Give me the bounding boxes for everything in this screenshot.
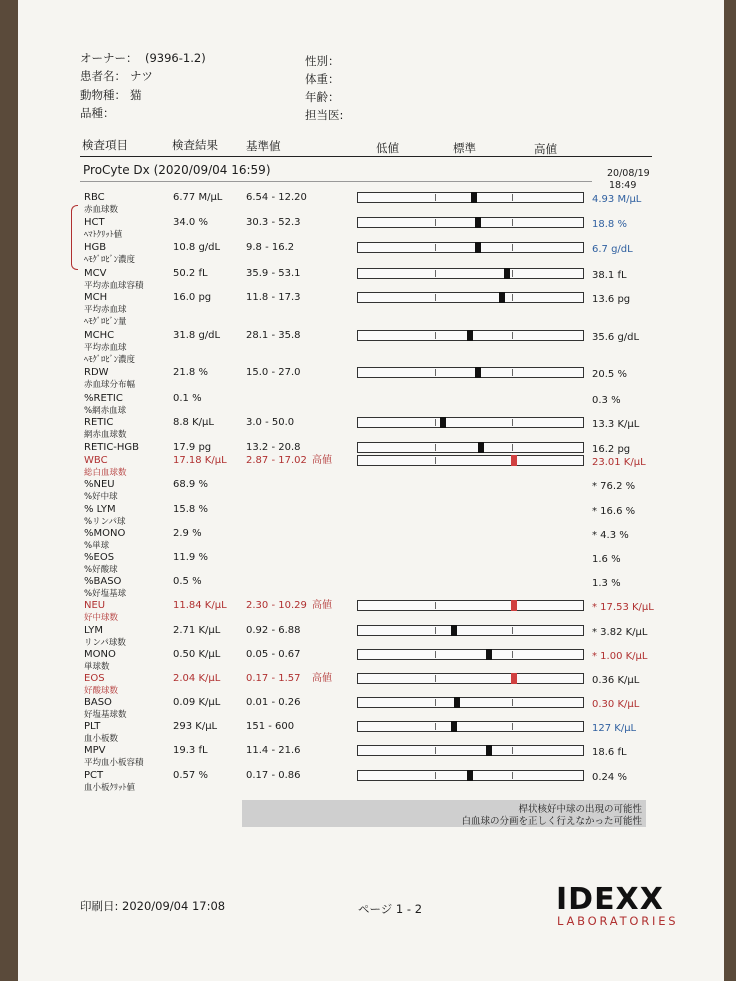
range-divider xyxy=(512,332,513,339)
range-bar xyxy=(357,600,584,611)
patient-label: 患者名： xyxy=(80,69,126,83)
value-marker xyxy=(451,625,457,636)
range-bar xyxy=(357,770,584,781)
idexx-logo-sub: LABORATORIES xyxy=(557,914,679,928)
row-prev: 18.6 fL xyxy=(592,747,627,758)
range-divider xyxy=(435,747,436,754)
row-sub: ﾍﾏﾄｸﾘｯﾄ値 xyxy=(84,230,123,240)
handwritten-bracket xyxy=(71,205,78,270)
row-result: 0.09 K/μL xyxy=(173,697,221,708)
range-bar xyxy=(357,697,584,708)
row-ref: 0.05 - 0.67 xyxy=(246,649,301,660)
owner-value: (9396-1.2) xyxy=(145,51,206,65)
row-ref: 0.17 - 1.57 xyxy=(246,673,301,684)
range-bar xyxy=(357,455,584,466)
row-result: 16.0 pg xyxy=(173,292,212,303)
row-name: RDW xyxy=(84,367,109,378)
species-value: 猫 xyxy=(130,88,142,102)
row-result: 11.9 % xyxy=(173,552,208,563)
row-sub: 平均赤血球 xyxy=(84,305,127,315)
row-name: RETIC xyxy=(84,417,114,428)
row-prev: 0.3 % xyxy=(592,395,621,406)
row-name: WBC xyxy=(84,455,108,466)
comment-line-1: 桿状核好中球の出現の可能性 xyxy=(518,804,642,815)
range-divider xyxy=(435,675,436,682)
row-result: 2.71 K/μL xyxy=(173,625,221,636)
age-label: 年齢： xyxy=(305,90,340,104)
row-result: 0.1 % xyxy=(173,393,202,404)
row-result: 19.3 fL xyxy=(173,745,208,756)
row-result: 0.5 % xyxy=(173,576,202,587)
range-bar xyxy=(357,649,584,660)
range-divider xyxy=(512,294,513,301)
row-prev: * 17.53 K/μL xyxy=(592,602,654,613)
row-sub: 好塩基球数 xyxy=(84,710,127,720)
row-name: PLT xyxy=(84,721,101,732)
row-name: %RETIC xyxy=(84,393,123,404)
range-bar xyxy=(357,330,584,341)
row-sub: 平均赤血球 xyxy=(84,343,127,353)
range-divider xyxy=(512,444,513,451)
row-ref: 151 - 600 xyxy=(246,721,295,732)
row-name: MONO xyxy=(84,649,116,660)
range-divider xyxy=(512,219,513,226)
owner-label: オーナー： xyxy=(80,51,138,65)
range-divider xyxy=(435,627,436,634)
range-divider xyxy=(435,419,436,426)
row-prev: 4.93 M/μL xyxy=(592,194,642,205)
section-title: ProCyte Dx (2020/09/04 16:59) xyxy=(83,163,271,177)
row-result: 17.9 pg xyxy=(173,442,212,453)
row-prev: 0.24 % xyxy=(592,772,627,783)
row-name: PCT xyxy=(84,770,104,781)
species-label: 動物種： xyxy=(80,88,126,102)
weight-label: 体重： xyxy=(305,72,340,86)
range-divider xyxy=(435,194,436,201)
range-divider xyxy=(435,270,436,277)
range-divider xyxy=(435,244,436,251)
range-divider xyxy=(512,723,513,730)
value-marker xyxy=(478,442,484,453)
sex-label: 性別： xyxy=(305,54,340,68)
row-sub: 網赤血球数 xyxy=(84,430,127,440)
comment-box xyxy=(242,800,646,827)
row-sub: 総白血球数 xyxy=(84,468,127,478)
range-bar xyxy=(357,673,584,684)
row-sub: %単球 xyxy=(84,541,110,551)
range-divider xyxy=(435,332,436,339)
value-marker xyxy=(475,367,481,378)
col-low: 低値 xyxy=(376,141,399,155)
row-ref: 30.3 - 52.3 xyxy=(246,217,301,228)
value-marker xyxy=(511,673,517,684)
row-sub: %好中球 xyxy=(84,492,118,502)
range-divider xyxy=(435,602,436,609)
value-marker xyxy=(475,242,481,253)
row-result: 21.8 % xyxy=(173,367,208,378)
value-marker xyxy=(511,455,517,466)
range-divider xyxy=(512,627,513,634)
value-marker xyxy=(451,721,457,732)
range-bar xyxy=(357,292,584,303)
row-sub: 平均血小板容積 xyxy=(84,758,144,768)
row-result: 293 K/μL xyxy=(173,721,218,732)
row-result: 68.9 % xyxy=(173,479,208,490)
row-result: 8.8 K/μL xyxy=(173,417,214,428)
row-sub: 赤血球数 xyxy=(84,205,119,215)
print-date: 印刷日: 2020/09/04 17:08 xyxy=(80,899,226,913)
row-result: 0.50 K/μL xyxy=(173,649,221,660)
row-name: MCH xyxy=(84,292,108,303)
range-bar xyxy=(357,721,584,732)
range-divider xyxy=(512,699,513,706)
row-sub: %リンパ球 xyxy=(84,517,126,527)
row-prev: 16.2 pg xyxy=(592,444,631,455)
row-prev: * 76.2 % xyxy=(592,481,636,492)
row-result: 2.04 K/μL xyxy=(173,673,221,684)
range-divider xyxy=(512,419,513,426)
row-sub: ﾍﾓｸﾞﾛﾋﾞﾝ濃度 xyxy=(84,255,136,265)
row-name: %NEU xyxy=(84,479,115,490)
range-divider xyxy=(435,294,436,301)
range-bar xyxy=(357,217,584,228)
row-name: BASO xyxy=(84,697,112,708)
range-divider xyxy=(512,772,513,779)
range-divider xyxy=(512,651,513,658)
row-result: 10.8 g/dL xyxy=(173,242,221,253)
row-result: 6.77 M/μL xyxy=(173,192,223,203)
row-name: MCHC xyxy=(84,330,115,341)
row-ref: 2.30 - 10.29 xyxy=(246,600,307,611)
range-divider xyxy=(435,444,436,451)
row-name: RETIC-HGB xyxy=(84,442,140,453)
prev-time: 18:49 xyxy=(609,180,637,191)
row-prev: * 16.6 % xyxy=(592,506,636,517)
row-prev: 23.01 K/μL xyxy=(592,457,646,468)
row-prev: 13.3 K/μL xyxy=(592,419,640,430)
range-divider xyxy=(512,194,513,201)
idexx-logo: IDEXX xyxy=(556,882,664,917)
row-flag: 高値 xyxy=(312,455,332,466)
row-ref: 11.8 - 17.3 xyxy=(246,292,301,303)
row-ref: 11.4 - 21.6 xyxy=(246,745,301,756)
row-name: RBC xyxy=(84,192,105,203)
range-bar xyxy=(357,268,584,279)
breed-label: 品種： xyxy=(80,106,115,120)
value-marker xyxy=(467,330,473,341)
range-divider xyxy=(512,747,513,754)
row-prev: * 3.82 K/μL xyxy=(592,627,648,638)
row-name: MCV xyxy=(84,268,107,279)
row-ref: 6.54 - 12.20 xyxy=(246,192,307,203)
row-result: 31.8 g/dL xyxy=(173,330,221,341)
row-prev: 0.30 K/μL xyxy=(592,699,640,710)
row-flag: 高値 xyxy=(312,600,332,611)
row-ref: 28.1 - 35.8 xyxy=(246,330,301,341)
row-name: EOS xyxy=(84,673,105,684)
row-name: NEU xyxy=(84,600,106,611)
row-prev: 1.3 % xyxy=(592,578,621,589)
range-divider xyxy=(512,369,513,376)
row-sub: %好酸球 xyxy=(84,565,118,575)
row-sub: 血小板数 xyxy=(84,734,119,744)
row-sub2: ﾍﾓｸﾞﾛﾋﾞﾝ量 xyxy=(84,317,127,327)
row-prev: 6.7 g/dL xyxy=(592,244,633,255)
row-prev: 35.6 g/dL xyxy=(592,332,640,343)
row-result: 0.57 % xyxy=(173,770,208,781)
row-ref: 0.01 - 0.26 xyxy=(246,697,301,708)
range-bar xyxy=(357,442,584,453)
doctor-label: 担当医: xyxy=(305,108,344,122)
row-result: 15.8 % xyxy=(173,504,208,515)
range-bar xyxy=(357,192,584,203)
row-ref: 0.17 - 0.86 xyxy=(246,770,301,781)
row-name: %BASO xyxy=(84,576,122,587)
col-high: 高値 xyxy=(534,142,557,156)
value-marker xyxy=(467,770,473,781)
row-ref: 3.0 - 50.0 xyxy=(246,417,295,428)
col-normal: 標準 xyxy=(453,141,476,155)
section-rule xyxy=(80,181,592,182)
row-name: LYM xyxy=(84,625,103,636)
row-sub: 単球数 xyxy=(84,662,110,672)
col-ref: 基準値 xyxy=(246,139,281,153)
header-rule xyxy=(80,156,652,157)
row-prev: 0.36 K/μL xyxy=(592,675,640,686)
row-ref: 9.8 - 16.2 xyxy=(246,242,295,253)
row-prev: 1.6 % xyxy=(592,554,621,565)
row-ref: 15.0 - 27.0 xyxy=(246,367,301,378)
row-sub: リンパ球数 xyxy=(84,638,126,648)
row-result: 34.0 % xyxy=(173,217,208,228)
range-divider xyxy=(435,369,436,376)
page-number: ページ 1 - 2 xyxy=(358,902,423,916)
row-ref: 35.9 - 53.1 xyxy=(246,268,301,279)
range-divider xyxy=(435,723,436,730)
range-divider xyxy=(435,457,436,464)
row-name: % LYM xyxy=(84,504,116,515)
prev-date: 20/08/19 xyxy=(607,168,650,179)
patient-value: ナツ xyxy=(130,69,153,83)
range-bar xyxy=(357,417,584,428)
col-item: 検査項目 xyxy=(82,138,128,152)
value-marker xyxy=(511,600,517,611)
row-sub: 平均赤血球容積 xyxy=(84,281,144,291)
row-prev: 127 K/μL xyxy=(592,723,637,734)
row-result: 50.2 fL xyxy=(173,268,208,279)
value-marker xyxy=(475,217,481,228)
value-marker xyxy=(471,192,477,203)
range-divider xyxy=(435,699,436,706)
range-divider xyxy=(512,244,513,251)
row-ref: 0.92 - 6.88 xyxy=(246,625,301,636)
row-sub: 好中球数 xyxy=(84,613,119,623)
row-sub: %好塩基球 xyxy=(84,589,127,599)
row-ref: 2.87 - 17.02 xyxy=(246,455,307,466)
row-flag: 高値 xyxy=(312,673,332,684)
range-divider xyxy=(435,772,436,779)
row-prev: * 1.00 K/μL xyxy=(592,651,648,662)
value-marker xyxy=(454,697,460,708)
range-bar xyxy=(357,745,584,756)
row-sub: 赤血球分布幅 xyxy=(84,380,136,390)
range-divider xyxy=(435,651,436,658)
range-bar xyxy=(357,242,584,253)
row-result: 11.84 K/μL xyxy=(173,600,227,611)
value-marker xyxy=(499,292,505,303)
range-bar xyxy=(357,625,584,636)
row-sub2: ﾍﾓｸﾞﾛﾋﾞﾝ濃度 xyxy=(84,355,136,365)
row-name: HGB xyxy=(84,242,107,253)
row-prev: 20.5 % xyxy=(592,369,627,380)
col-result: 検査結果 xyxy=(172,138,218,152)
range-bar xyxy=(357,367,584,378)
row-name: %MONO xyxy=(84,528,126,539)
row-prev: 18.8 % xyxy=(592,219,627,230)
value-marker xyxy=(440,417,446,428)
value-marker xyxy=(486,745,492,756)
value-marker xyxy=(504,268,510,279)
row-prev: 38.1 fL xyxy=(592,270,627,281)
row-result: 17.18 K/μL xyxy=(173,455,227,466)
row-sub: 好酸球数 xyxy=(84,686,119,696)
row-name: HCT xyxy=(84,217,105,228)
range-divider xyxy=(512,270,513,277)
value-marker xyxy=(486,649,492,660)
row-ref: 13.2 - 20.8 xyxy=(246,442,301,453)
row-prev: * 4.3 % xyxy=(592,530,629,541)
row-sub: %網赤血球 xyxy=(84,406,127,416)
comment-line-2: 白血球の分画を正しく行えなかった可能性 xyxy=(461,816,642,827)
row-name: MPV xyxy=(84,745,106,756)
row-result: 2.9 % xyxy=(173,528,202,539)
row-prev: 13.6 pg xyxy=(592,294,631,305)
row-name: %EOS xyxy=(84,552,115,563)
range-divider xyxy=(435,219,436,226)
row-sub: 血小板ｸﾘｯﾄ値 xyxy=(84,783,136,793)
